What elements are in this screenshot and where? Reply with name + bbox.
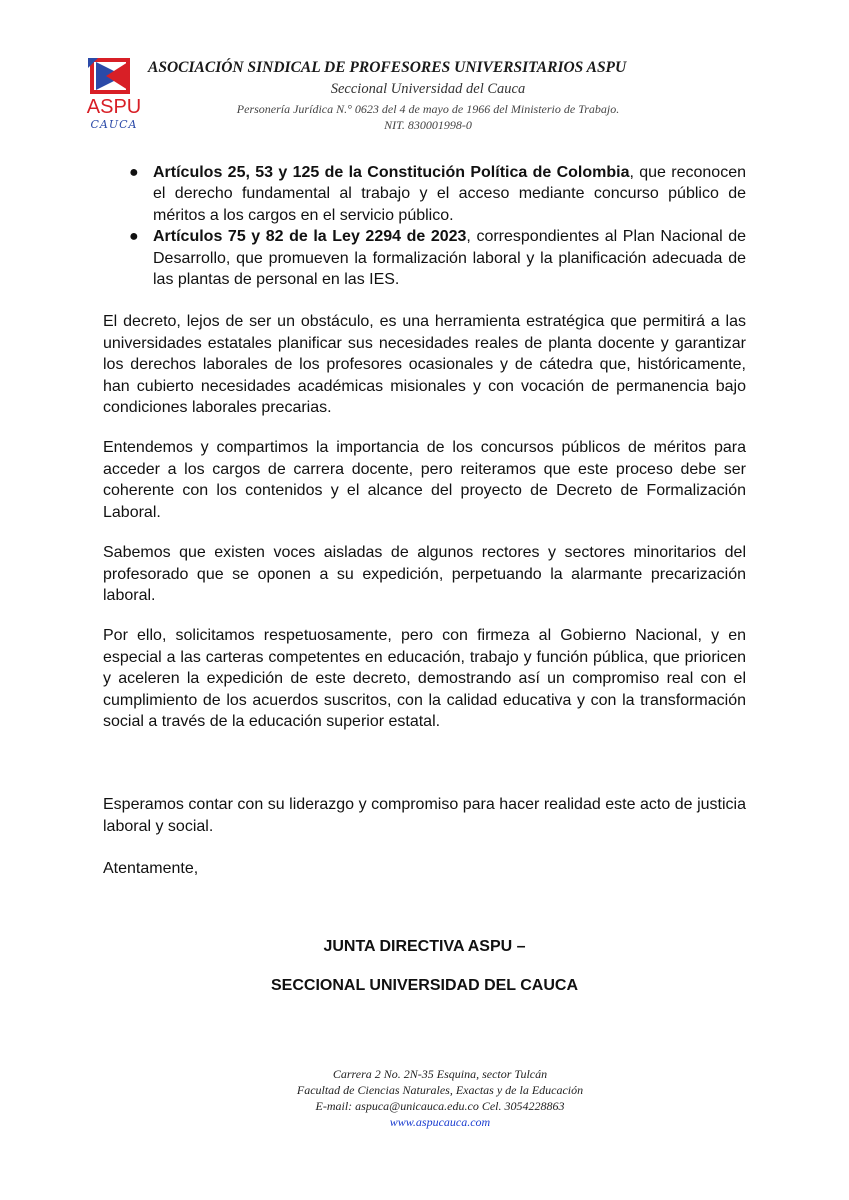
footer	[250, 1066, 630, 1130]
signature-line-1: JUNTA DIRECTIVA ASPU –	[323, 938, 526, 955]
nit-number: NIT. 830001998-0	[384, 118, 472, 132]
salutation: Atentamente,	[103, 860, 199, 877]
organization-name: ASOCIACIÓN SINDICAL DE PROFESORES UNIVERSITARIOS ASPU	[148, 59, 627, 76]
closing-paragraph: Esperamos contar con su liderazgo y compromiso para hacer realidad este acto de justicia laboral y social.	[103, 796, 746, 835]
list-item-bold: Artículos 75 y 82 de la Ley 2294 de 2023	[153, 228, 467, 246]
bullet-icon: ●	[129, 164, 139, 181]
footer-website-link[interactable]: www.aspucauca.com	[389, 1115, 491, 1129]
seccional-name: Seccional Universidad del Cauca	[330, 81, 526, 97]
list-item	[103, 226, 746, 290]
list-item-bold: Artículos 25, 53 y 125 de la Constitución Política de Colombia	[153, 164, 630, 181]
footer-contact: E-mail: aspuca@unicauca.edu.co Cel. 3054228863	[315, 1099, 565, 1113]
signature-line-2: SECCIONAL UNIVERSIDAD DEL CAUCA	[271, 977, 578, 994]
paragraph: Sabemos que existen voces aisladas de algunos rectores y sectores minoritarios del profesorado que se oponen a su expedición, perpetuando la alarmante precarización laboral.	[103, 544, 746, 604]
list-item	[103, 162, 746, 226]
bullet-icon: ●	[129, 228, 139, 246]
logo-text: ASPU	[86, 96, 142, 118]
list-item-text: , correspondientes al Plan Nacional de Desarrollo, que promueven la formalización laboral y la planificación adecuada de las plantas de personal en las IES.	[153, 228, 746, 289]
list-item-text: , que reconocen el derecho fundamental al trabajo y el acceso mediante concurso público de méritos a los cargos en el servicio público.	[153, 164, 746, 224]
letter-body	[103, 162, 746, 853]
aspu-logo-mark	[84, 56, 144, 96]
paragraph: Entendemos y compartimos la importancia de los concursos públicos de méritos para acceder a los cargos de carrera docente, pero reiteramos que este proceso debe ser coherente con los contenidos y el alcance del proyecto de Decreto de Formalización Laboral.	[103, 439, 746, 521]
legal-basis-list	[103, 162, 746, 290]
footer-faculty: Facultad de Ciencias Naturales, Exactas y de la Educación	[296, 1083, 584, 1097]
personeria-juridica: Personería Jurídica N.° 0623 del 4 de mayo de 1966 del Ministerio de Trabajo.	[236, 102, 620, 116]
paragraph: Por ello, solicitamos respetuosamente, pero con firmeza al Gobierno Nacional, y en especial a las carteras competentes en educación, trabajo y función pública, que prioricen y aceleren la expedición de este decreto, demostrando así un compromiso real con el cumplimiento de los acuerdos suscritos, con la calidad educativa y con la transformación social a través de la educación superior estatal.	[103, 627, 746, 730]
letterhead	[148, 59, 708, 133]
logo-subtext: CAUCA	[90, 118, 138, 131]
footer-address: Carrera 2 No. 2N-35 Esquina, sector Tulcán	[332, 1067, 548, 1081]
paragraph: El decreto, lejos de ser un obstáculo, es una herramienta estratégica que permitirá a las universidades estatales planificar sus necesidades reales de planta docente y garantizar los derechos laborales de los profesores ocasionales y de cátedra que, históricamente, han cubierto necesidades académicas misionales y con vocación de permanencia bajo condiciones laborales precarias.	[103, 313, 746, 417]
